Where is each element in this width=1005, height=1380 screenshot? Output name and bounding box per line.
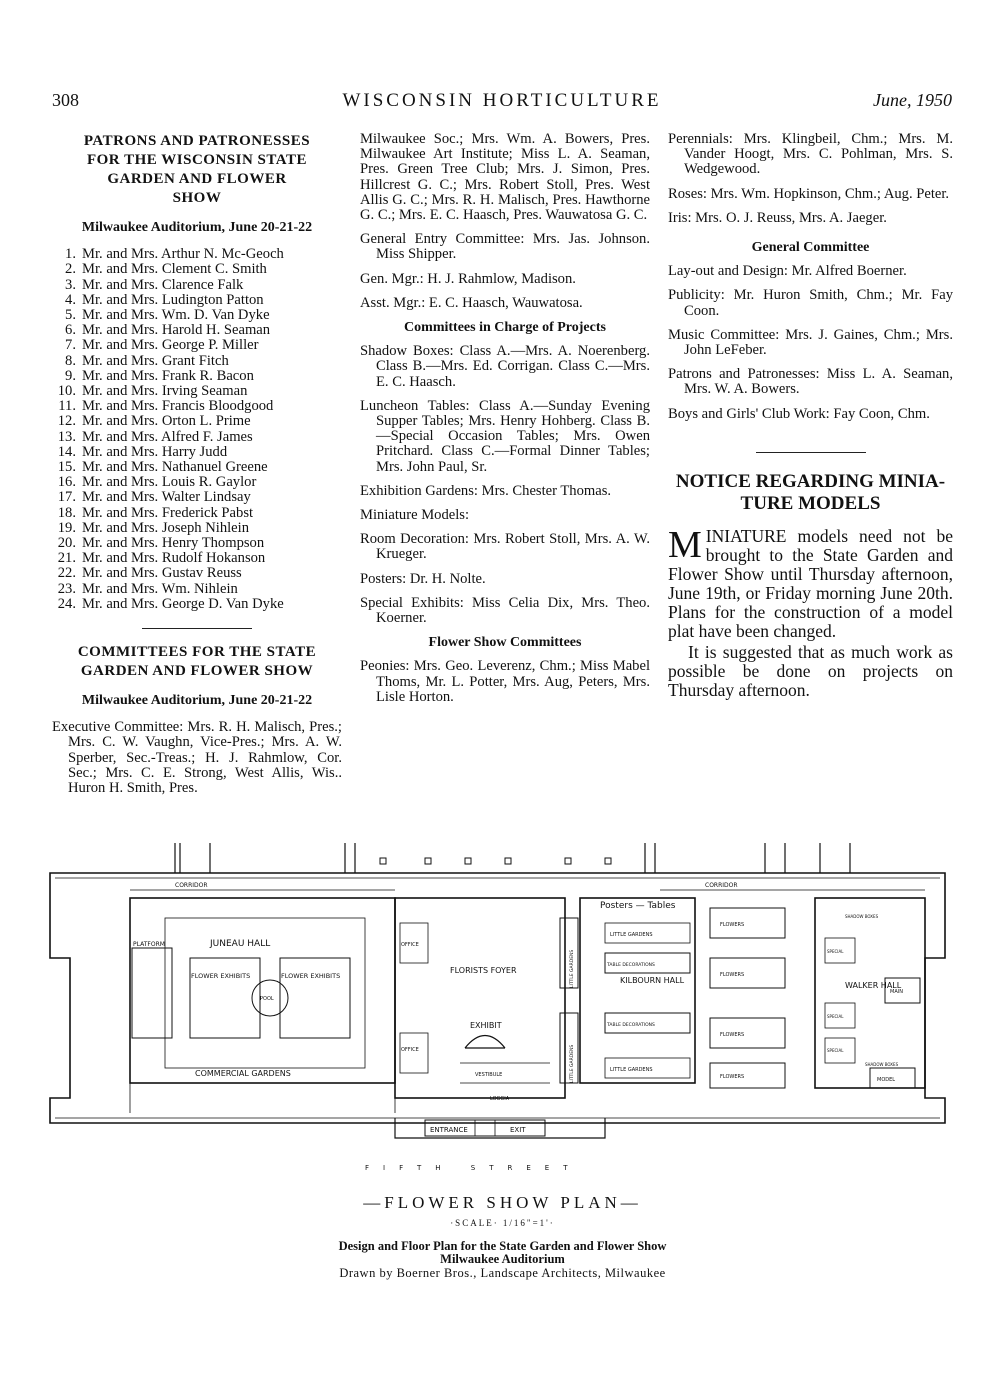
- general-manager: Gen. Mgr.: H. J. Rahmlow, Madison.: [360, 270, 576, 287]
- patron-number: 18.: [57, 504, 76, 521]
- patron-number: 23.: [57, 580, 76, 597]
- committees-title-line: COMMITTEES FOR THE STATE: [77, 644, 317, 661]
- patron-entry: [52, 414, 342, 429]
- plan-label-flower-exhibits: FLOWER EXHIBITS: [191, 972, 251, 980]
- project-item: Luncheon Tables: Class A.—Sunday Evening Supper Tables; Mrs. Henry Hohberg. Class B.—Special Occasion Tables; Mrs. Owen Pritchard. Class C.—Formal Dinner Tables; Mrs. John Paul, Sr.: [360, 397, 650, 475]
- project-item: Shadow Boxes: Class A.—Mrs. A. Noerenberg. Class B.—Mrs. Ed. Corrigan. Class C.—Mrs. E. C. Haasch.: [360, 343, 650, 390]
- general-committee-item: Music Committee: Mrs. J. Gaines, Chm.; Mrs. John LeFeber.: [668, 326, 953, 359]
- kilbourn-hall-outline: [580, 898, 695, 1083]
- general-committee-item: Lay-out and Design: Mr. Alfred Boerner.: [668, 263, 907, 280]
- plan-label-little-gardens: LITTLE GARDENS: [570, 1044, 575, 1083]
- patron-entry: [52, 460, 342, 475]
- patron-number: 7.: [65, 337, 76, 354]
- patron-name: Mr. and Mrs. Wm. D. Van Dyke: [82, 307, 270, 324]
- patron-entry: [52, 430, 342, 445]
- plan-label-entrance: ENTRANCE: [430, 1126, 468, 1134]
- patron-entry: [52, 384, 342, 399]
- section-divider: [142, 628, 252, 629]
- plan-credit: Drawn by Boerner Bros., Landscape Architects, Milwaukee: [339, 1266, 666, 1280]
- patron-number: 24.: [57, 595, 76, 612]
- patron-number: 21.: [57, 550, 76, 567]
- plan-label-little-gardens: LITTLE GARDENS: [610, 1067, 653, 1073]
- page-number: 308: [52, 90, 79, 110]
- patron-number: 6.: [65, 322, 76, 339]
- general-committee-item: Patrons and Patronesses: Miss L. A. Seaman, Mrs. W. A. Bowers.: [668, 366, 953, 398]
- plan-label-flowers: FLOWERS: [720, 922, 745, 928]
- patrons-title-line: FOR THE WISCONSIN STATE: [86, 152, 308, 168]
- executive-committee-continued: Milwaukee Soc.; Mrs. Wm. A. Bowers, Pres. Milwaukee Art Institute; Miss L. A. Seaman, Pres. Green Tree Club; Mrs. J. Simon, Pres. Hillcrest G. C.; Mrs. Robert Stoll, Pres. West Allis G. C.; Mrs. R. H. Malisch, Pres. Hawthorne G. C.; Mrs. E. C. Haasch, Pres. Wauwatosa G. C.: [360, 131, 650, 224]
- general-committee-item: Boys and Girls' Club Work: Fay Coon, Chm.: [668, 405, 930, 422]
- patron-name: Mr. and Mrs. Frederick Pabst: [82, 504, 254, 521]
- plan-label-loggia: LOGGIA: [490, 1096, 510, 1102]
- plan-label-vestibule: VESTIBULE: [475, 1072, 503, 1078]
- patron-name: Mr. and Mrs. Henry Thompson: [82, 535, 265, 552]
- flower-committee-item: Perennials: Mrs. Klingbeil, Chm.; Mrs. M. Vander Hoogt, Mrs. C. Pohlman, Mrs. S. Wedgewood.: [668, 131, 953, 178]
- plan-label-main: MAIN: [890, 989, 903, 995]
- patron-number: 5.: [65, 307, 76, 324]
- plan-label-street: FIFTH STREET: [365, 1164, 582, 1172]
- floor-plan: [45, 838, 960, 1198]
- issue-date: June, 1950: [873, 90, 952, 110]
- patron-name: Mr. and Mrs. Orton L. Prime: [82, 413, 251, 430]
- plan-label-platform: PLATFORM: [133, 941, 165, 948]
- patron-name: Mr. and Mrs. Alfred F. James: [82, 428, 253, 445]
- patrons-title: [52, 132, 342, 208]
- patron-number: 12.: [57, 413, 76, 430]
- patron-name: Mr. and Mrs. Wm. Nihlein: [82, 580, 238, 597]
- committees-subtitle: Milwaukee Auditorium, June 20-21-22: [81, 693, 313, 709]
- project-item: Miniature Models:: [360, 507, 470, 524]
- patron-entry: [52, 338, 342, 353]
- patron-entry: [52, 506, 342, 521]
- plan-scale: ·SCALE· 1/16"=1'·: [450, 1218, 555, 1228]
- plan-label-exhibit: EXHIBIT: [470, 1021, 502, 1030]
- foyer-outline: [395, 898, 565, 1098]
- patron-entry: [52, 323, 342, 338]
- patron-number: 22.: [57, 565, 76, 582]
- patron-name: Mr. and Mrs. Clarence Falk: [82, 276, 244, 293]
- plan-label-special: SPECIAL: [827, 1014, 844, 1019]
- plan-title: —FLOWER SHOW PLAN—: [363, 1193, 642, 1212]
- juneau-hall-outline: [130, 898, 395, 1083]
- flower-committee-item: Roses: Mrs. Wm. Hopkinson, Chm.; Aug. Peter.: [668, 185, 950, 202]
- plan-label-model: MODEL: [877, 1077, 896, 1083]
- plan-caption-line: Design and Floor Plan for the State Garden and Flower Show: [338, 1239, 667, 1253]
- executive-committee: Executive Committee: Mrs. R. H. Malisch, Pres.; Mrs. C. W. Vaughn, Vice-Pres.; Mrs. A. W. Sperber, Sec.-Treas.; H. J. Rahmlow, Cor. Sec.; Mrs. C. E. Strong, West Allis, Wis.. Huron H. Smith, Pres.: [52, 720, 342, 796]
- flower-committee-item: Iris: Mrs. O. J. Reuss, Mrs. A. Jaeger.: [668, 209, 887, 226]
- column-3: [668, 132, 953, 700]
- column-2: [360, 132, 650, 714]
- patron-name: Mr. and Mrs. George P. Miller: [82, 337, 259, 354]
- plan-label-florists-foyer: FLORISTS FOYER: [450, 966, 517, 975]
- patron-entry: [52, 369, 342, 384]
- plan-label-little-gardens: LITTLE GARDENS: [610, 932, 653, 938]
- patron-number: 1.: [65, 246, 76, 263]
- patron-name: Mr. and Mrs. Harry Judd: [82, 443, 228, 460]
- plan-label-flowers: FLOWERS: [720, 972, 745, 978]
- plan-label-table-decorations: TABLE DECORATIONS: [607, 963, 655, 968]
- project-item: Exhibition Gardens: Mrs. Chester Thomas.: [360, 482, 612, 499]
- patron-entry: [52, 521, 342, 536]
- patron-name: Mr. and Mrs. Gustav Reuss: [82, 565, 242, 582]
- plan-label-special: SPECIAL: [827, 1048, 844, 1053]
- plan-label-pool: POOL: [260, 996, 274, 1002]
- patron-name: Mr. and Mrs. Grant Fitch: [82, 352, 229, 369]
- patron-number: 20.: [57, 535, 76, 552]
- plan-label-commercial-gardens: COMMERCIAL GARDENS: [195, 1069, 291, 1078]
- notice-title-line: TURE MODELS: [740, 492, 881, 514]
- patrons-title-line: GARDEN AND FLOWER: [107, 171, 287, 187]
- patron-name: Mr. and Mrs. Louis R. Gaylor: [82, 474, 257, 491]
- patron-entry: [52, 308, 342, 323]
- project-item: Special Exhibits: Miss Celia Dix, Mrs. Theo. Koerner.: [360, 594, 650, 627]
- column-1: [52, 132, 342, 795]
- running-header: [52, 90, 952, 116]
- project-item: Room Decoration: Mrs. Robert Stoll, Mrs. A. W. Krueger.: [360, 531, 650, 563]
- notice-paragraph-2: It is suggested that as much work as possible be done on projects on Thursday afternoon.: [668, 641, 953, 700]
- plan-label-table-decorations: TABLE DECORATIONS: [607, 1023, 655, 1028]
- plan-label-juneau-hall: JUNEAU HALL: [210, 939, 271, 949]
- patron-number: 8.: [65, 352, 76, 369]
- plan-label-flowers: FLOWERS: [720, 1074, 745, 1080]
- patrons-title-line: PATRONS AND PATRONESSES: [83, 133, 311, 149]
- building-outline: [50, 873, 945, 1123]
- plan-label-corridor: CORRIDOR: [705, 882, 738, 889]
- patron-name: Mr. and Mrs. Arthur N. Mc-Geoch: [82, 246, 284, 263]
- notice-title: [668, 471, 953, 515]
- plan-caption: [0, 1240, 1005, 1266]
- patron-entry: [52, 354, 342, 369]
- plan-label-walker-hall: WALKER HALL: [845, 981, 902, 990]
- plan-label-corridor: CORRIDOR: [175, 882, 208, 889]
- patrons-subtitle: Milwaukee Auditorium, June 20-21-22: [81, 220, 313, 235]
- plan-label-kilbourn-hall: KILBOURN HALL: [620, 976, 685, 985]
- project-item: Posters: Dr. H. Nolte.: [360, 570, 486, 587]
- running-head-title: WISCONSIN HORTICULTURE: [342, 90, 662, 111]
- patron-number: 11.: [58, 398, 76, 415]
- patron-number: 2.: [65, 261, 76, 278]
- patron-entry: [52, 475, 342, 490]
- patron-number: 3.: [65, 276, 76, 293]
- plan-label-flowers: FLOWERS: [720, 1032, 745, 1038]
- patron-name: Mr. and Mrs. Ludington Patton: [82, 291, 264, 308]
- plan-label-shadow-boxes: SHADOW BOXES: [845, 914, 879, 919]
- patron-entry: [52, 582, 342, 597]
- notice-title-line: NOTICE REGARDING MINIA-: [675, 470, 946, 492]
- patron-entry: [52, 278, 342, 293]
- committees-title-line: GARDEN AND FLOWER SHOW: [80, 663, 314, 680]
- plan-label-shadow-boxes: SHADOW BOXES: [865, 1062, 899, 1067]
- patron-entry: [52, 566, 342, 581]
- drop-cap: M: [668, 523, 702, 566]
- notice-body: [668, 523, 953, 700]
- plan-label-office: OFFICE: [401, 1047, 419, 1053]
- patrons-list: [52, 247, 342, 612]
- patron-number: 13.: [57, 428, 76, 445]
- plan-label-flower-exhibits: FLOWER EXHIBITS: [281, 972, 341, 980]
- patron-number: 15.: [57, 459, 76, 476]
- walker-hall-outline: [815, 898, 925, 1088]
- plan-label-special: SPECIAL: [827, 949, 844, 954]
- patron-number: 16.: [57, 474, 76, 491]
- patron-entry: [52, 597, 342, 612]
- general-committee-heading: General Committee: [751, 240, 870, 256]
- patron-number: 14.: [57, 443, 76, 460]
- patron-entry: [52, 490, 342, 505]
- patron-number: 9.: [65, 367, 76, 384]
- assistant-manager: Asst. Mgr.: E. C. Haasch, Wauwatosa.: [360, 294, 583, 311]
- patron-name: Mr. and Mrs. Francis Bloodgood: [82, 398, 274, 415]
- patron-name: Mr. and Mrs. Rudolf Hokanson: [82, 550, 266, 567]
- patron-number: 10.: [57, 383, 76, 400]
- flower-committee-item: Peonies: Mrs. Geo. Leverenz, Chm.; Miss Mabel Thoms, Mr. L. Potter, Mrs. Aug, Peters, Mrs. Lisle Horton.: [360, 658, 650, 705]
- patron-number: 4.: [65, 291, 76, 308]
- patron-name: Mr. and Mrs. Joseph Nihlein: [82, 519, 250, 536]
- patron-name: Mr. and Mrs. Harold H. Seaman: [82, 322, 271, 339]
- patron-entry: [52, 262, 342, 277]
- patron-entry: [52, 551, 342, 566]
- general-committee-item: Publicity: Mr. Huron Smith, Chm.; Mr. Fay Coon.: [668, 287, 953, 319]
- patron-name: Mr. and Mrs. George D. Van Dyke: [82, 595, 284, 612]
- notice-paragraph-1: [668, 523, 953, 641]
- patron-name: Mr. and Mrs. Walter Lindsay: [82, 489, 251, 506]
- patron-name: Mr. and Mrs. Frank R. Bacon: [82, 367, 254, 384]
- patron-number: 17.: [57, 489, 76, 506]
- patron-name: Mr. and Mrs. Irving Seaman: [82, 383, 248, 400]
- plan-label-office: OFFICE: [401, 942, 419, 948]
- patron-entry: [52, 399, 342, 414]
- general-entry-committee: General Entry Committee: Mrs. Jas. Johnson. Miss Shipper.: [360, 231, 650, 263]
- patron-entry: [52, 247, 342, 262]
- notice-text: INIATURE models need not be brought to the State Garden and Flower Show until Thursday afternoon, June 19th, or Friday morning June 20th. Plans for the construction of a model plat have been changed.: [668, 525, 953, 641]
- committees-title: [52, 643, 342, 681]
- patron-name: Mr. and Mrs. Clement C. Smith: [82, 261, 267, 278]
- flower-show-heading: Flower Show Committees: [428, 635, 582, 651]
- section-divider: [756, 452, 866, 453]
- patron-number: 19.: [57, 519, 76, 536]
- projects-heading: Committees in Charge of Projects: [404, 320, 606, 336]
- plan-label-posters: Posters — Tables: [600, 901, 676, 911]
- patrons-title-line: SHOW: [172, 190, 222, 206]
- plan-label-exit: EXIT: [510, 1126, 526, 1134]
- patron-name: Mr. and Mrs. Nathanuel Greene: [82, 459, 268, 476]
- plan-label-little-gardens: LITTLE GARDENS: [570, 949, 575, 988]
- patron-entry: [52, 445, 342, 460]
- patron-entry: [52, 293, 342, 308]
- plan-caption-line: Milwaukee Auditorium: [440, 1252, 565, 1266]
- patron-entry: [52, 536, 342, 551]
